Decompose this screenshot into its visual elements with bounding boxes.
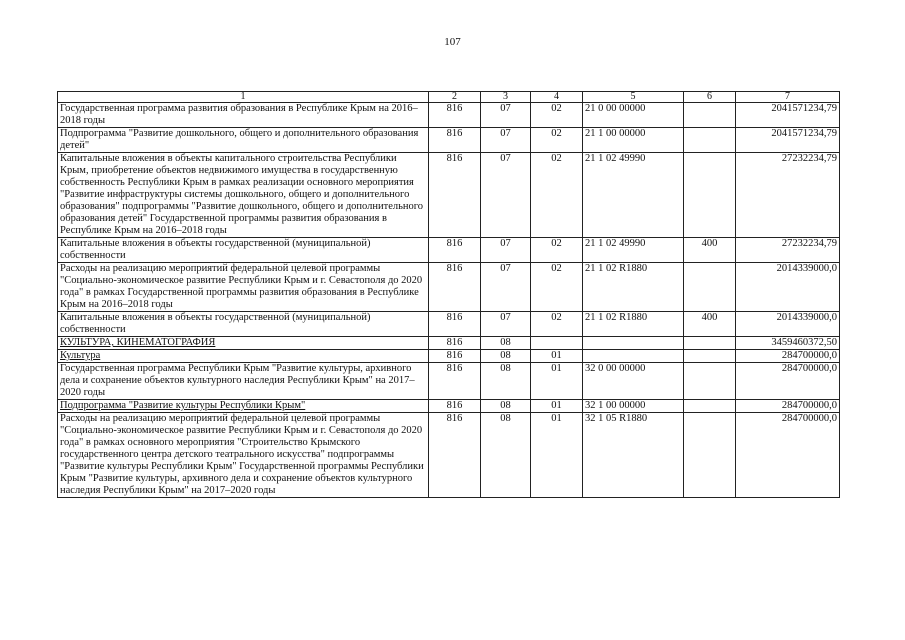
row-amount-cell: 3459460372,50 — [736, 337, 840, 350]
table-row — [58, 263, 840, 312]
row-expense-type-cell — [684, 413, 736, 498]
table-row — [58, 400, 840, 413]
row-name-cell: Капитальные вложения в объекты капитального строительства Республики Крым, приобретение объектов недвижимого имущества в государственную собственность Республики Крым в рамках реализации основного мероприятия "Развитие инфраструктуры системы дошкольного, общего и дополнительного образования" подпрограммы "Развитие дошкольного, общего и дополнительного образования детей" Государственной программы развития образования в Республике Крым на 2016–2018 годы — [58, 153, 429, 238]
row-section-cell: 08 — [481, 413, 531, 498]
row-name-cell: Подпрограмма "Развитие культуры Республики Крым" — [58, 400, 429, 413]
row-amount-cell: 2041571234,79 — [736, 103, 840, 128]
table-row — [58, 238, 840, 263]
row-admin-code-cell: 816 — [429, 363, 481, 400]
row-section-cell: 07 — [481, 312, 531, 337]
row-expense-type-cell — [684, 363, 736, 400]
row-admin-code-cell: 816 — [429, 312, 481, 337]
row-name-cell: Государственная программа развития образования в Республике Крым на 2016–2018 годы — [58, 103, 429, 128]
row-subsection-cell: 02 — [531, 238, 583, 263]
row-admin-code-cell: 816 — [429, 350, 481, 363]
row-subsection-cell: 02 — [531, 312, 583, 337]
row-name-cell: Подпрограмма "Развитие дошкольного, общего и дополнительного образования детей" — [58, 128, 429, 153]
row-name-cell: Капитальные вложения в объекты государственной (муниципальной) собственности — [58, 312, 429, 337]
row-target-article-cell: 21 0 00 00000 — [583, 103, 684, 128]
row-section-cell: 08 — [481, 350, 531, 363]
row-target-article-cell: 32 1 00 00000 — [583, 400, 684, 413]
row-target-article-cell — [583, 337, 684, 350]
row-amount-cell: 2014339000,0 — [736, 263, 840, 312]
row-target-article-cell: 21 1 02 R1880 — [583, 312, 684, 337]
row-section-cell: 07 — [481, 153, 531, 238]
row-amount-cell: 2014339000,0 — [736, 312, 840, 337]
row-amount-cell: 284700000,0 — [736, 413, 840, 498]
row-expense-type-cell — [684, 128, 736, 153]
column-header: 3 — [481, 92, 531, 103]
column-header: 6 — [684, 92, 736, 103]
row-admin-code-cell: 816 — [429, 238, 481, 263]
row-expense-type-cell — [684, 263, 736, 312]
table-row — [58, 350, 840, 363]
header-row — [58, 92, 840, 103]
row-target-article-cell: 32 0 00 00000 — [583, 363, 684, 400]
row-subsection-cell: 01 — [531, 400, 583, 413]
row-subsection-cell: 02 — [531, 128, 583, 153]
row-name-cell: Расходы на реализацию мероприятий федеральной целевой программы "Социально-экономическое развитие Республики Крым и г. Севастополя до 2020 года" в рамках основного мероприятия "Строительство Крымского государственного центра детского театрального искусства" подпрограммы "Развитие культуры Республики Крым" Государственной программы Республики Крым "Развитие культуры, архивного дела и сохранение объектов культурного наследия Республики Крым" на 2017–2020 годы — [58, 413, 429, 498]
row-admin-code-cell: 816 — [429, 337, 481, 350]
row-target-article-cell: 21 1 02 R1880 — [583, 263, 684, 312]
row-section-cell: 07 — [481, 263, 531, 312]
column-header: 4 — [531, 92, 583, 103]
row-amount-cell: 284700000,0 — [736, 400, 840, 413]
row-expense-type-cell: 400 — [684, 312, 736, 337]
table-row — [58, 337, 840, 350]
row-section-cell: 08 — [481, 363, 531, 400]
row-target-article-cell: 32 1 05 R1880 — [583, 413, 684, 498]
row-amount-cell: 27232234,79 — [736, 238, 840, 263]
column-header: 7 — [736, 92, 840, 103]
row-name-cell: Расходы на реализацию мероприятий федеральной целевой программы "Социально-экономическое развитие Республики Крым и г. Севастополя до 2020 года" в рамках Государственной программы развития образования в Республике Крым на 2016–2018 годы — [58, 263, 429, 312]
row-expense-type-cell — [684, 103, 736, 128]
row-target-article-cell: 21 1 02 49990 — [583, 153, 684, 238]
row-target-article-cell: 21 1 02 49990 — [583, 238, 684, 263]
column-header: 5 — [583, 92, 684, 103]
column-header: 2 — [429, 92, 481, 103]
row-subsection-cell: 01 — [531, 413, 583, 498]
table-row — [58, 413, 840, 498]
column-header: 1 — [58, 92, 429, 103]
row-subsection-cell: 02 — [531, 263, 583, 312]
row-target-article-cell — [583, 350, 684, 363]
row-section-cell: 07 — [481, 103, 531, 128]
row-subsection-cell: 02 — [531, 103, 583, 128]
row-section-cell: 07 — [481, 128, 531, 153]
row-expense-type-cell — [684, 400, 736, 413]
row-amount-cell: 2041571234,79 — [736, 128, 840, 153]
row-admin-code-cell: 816 — [429, 400, 481, 413]
row-amount-cell: 284700000,0 — [736, 363, 840, 400]
row-name-cell: КУЛЬТУРА, КИНЕМАТОГРАФИЯ — [58, 337, 429, 350]
budget-table — [57, 91, 840, 498]
row-admin-code-cell: 816 — [429, 153, 481, 238]
row-target-article-cell: 21 1 00 00000 — [583, 128, 684, 153]
row-expense-type-cell — [684, 350, 736, 363]
row-name-cell: Капитальные вложения в объекты государственной (муниципальной) собственности — [58, 238, 429, 263]
row-expense-type-cell — [684, 337, 736, 350]
row-amount-cell: 284700000,0 — [736, 350, 840, 363]
row-admin-code-cell: 816 — [429, 103, 481, 128]
table-row — [58, 363, 840, 400]
page-number: 107 — [444, 36, 461, 48]
table-row — [58, 153, 840, 238]
row-name-cell: Культура — [58, 350, 429, 363]
row-name-cell: Государственная программа Республики Крым "Развитие культуры, архивного дела и сохранение объектов культурного наследия Республики Крым" на 2017–2020 годы — [58, 363, 429, 400]
row-subsection-cell: 02 — [531, 153, 583, 238]
row-amount-cell: 27232234,79 — [736, 153, 840, 238]
row-section-cell: 08 — [481, 337, 531, 350]
row-admin-code-cell: 816 — [429, 263, 481, 312]
row-admin-code-cell: 816 — [429, 128, 481, 153]
row-subsection-cell: 01 — [531, 363, 583, 400]
row-admin-code-cell: 816 — [429, 413, 481, 498]
table-row — [58, 312, 840, 337]
row-section-cell: 07 — [481, 238, 531, 263]
row-subsection-cell: 01 — [531, 350, 583, 363]
table-row — [58, 128, 840, 153]
row-subsection-cell — [531, 337, 583, 350]
row-section-cell: 08 — [481, 400, 531, 413]
table-row — [58, 103, 840, 128]
row-expense-type-cell — [684, 153, 736, 238]
row-expense-type-cell: 400 — [684, 238, 736, 263]
